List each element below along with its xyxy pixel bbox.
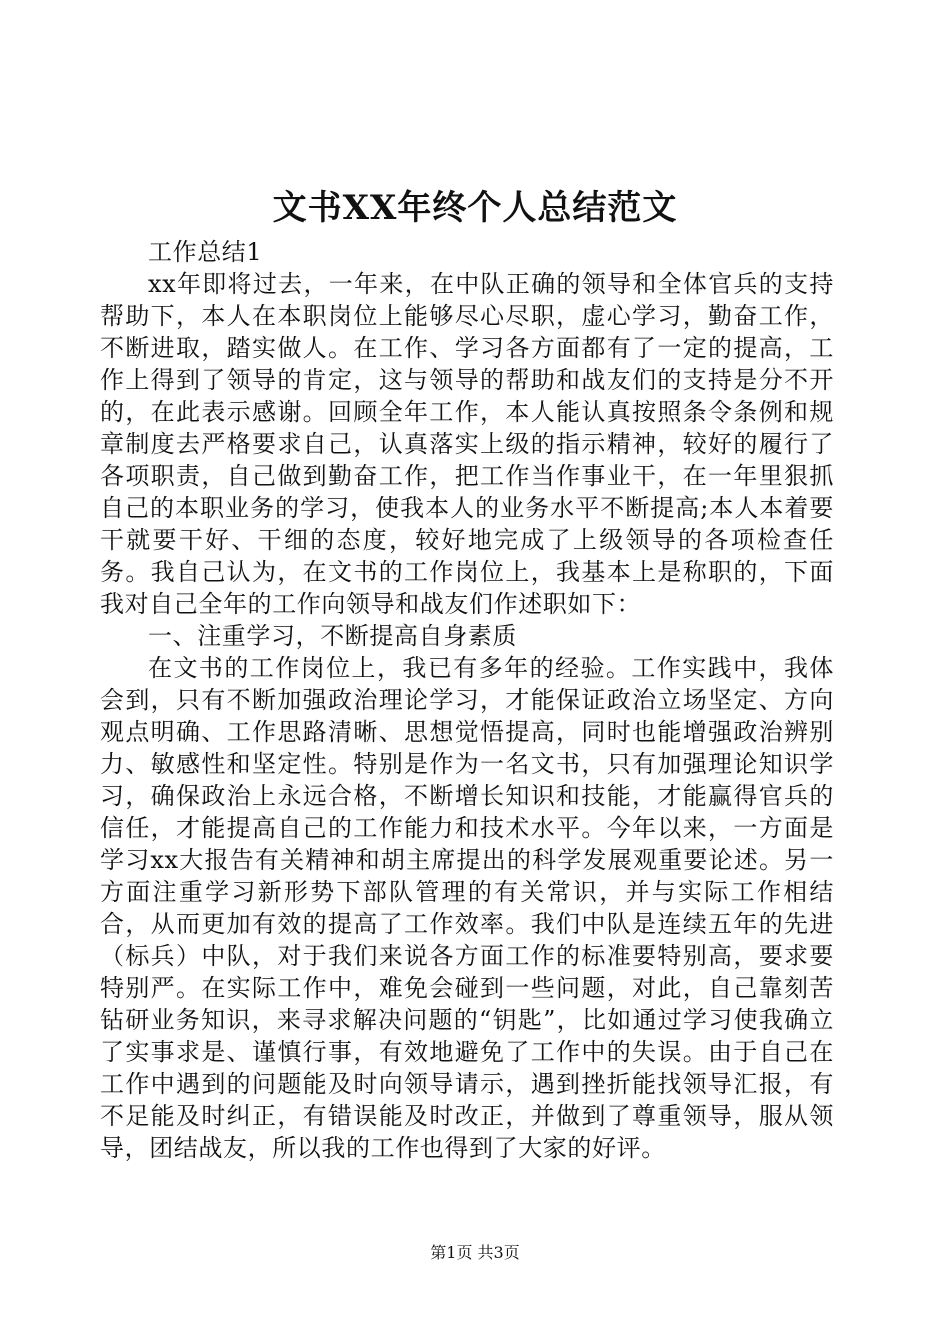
paragraph-study: 在文书的工作岗位上，我已有多年的经验。工作实践中，我体会到，只有不断加强政治理论学习，才能保证政治立场坚定、方向观点明确、工作思路清晰、思想觉悟提高，同时也能增强政治辨别力、敏感性和坚定性。特别是作为一名文书，只有加强理论知识学习，确保政治上永远合格，不断增长知识和技能，才能赢得官兵的信任，才能提高自己的工作能力和技术水平。今年以来，一方面是学习xx大报告有关精神和胡主席提出的科学发展观重要论述。另一方面注重学习新形势下部队管理的有关常识，并与实际工作相结合，从而更加有效的提高了工作效率。我们中队是连续五年的先进（标兵）中队，对于我们来说各方面工作的标准要特别高，要求要特别严。在实际工作中，难免会碰到一些问题，对此，自己靠刻苦钻研业务知识，来寻求解决问题的“钥匙”，比如通过学习使我确立了实事求是、谨慎行事，有效地避免了工作中的失误。由于自己在工作中遇到的问题能及时向领导请示，遇到挫折能找领导汇报，有不足能及时纠正，有错误能及时改正，并做到了尊重领导，服从领导，团结战友，所以我的工作也得到了大家的好评。 bbox=[100, 654, 834, 1162]
paragraph-intro: xx年即将过去，一年来，在中队正确的领导和全体官兵的支持帮助下，本人在本职岗位上能够尽心尽职，虚心学习，勤奋工作，不断进取，踏实做人。在工作、学习各方面都有了一定的提高，工作上得到了领导的肯定，这与领导的帮助和战友们的支持是分不开的，在此表示感谢。回顾全年工作，本人能认真按照条令条例和规章制度去严格要求自己，认真落实上级的指示精神，较好的履行了各项职责，自己做到勤奋工作，把工作当作事业干，在一年里狠抓自己的本职业务的学习，使我本人的业务水平不断提高;本人本着要干就要干好、干细的态度，较好地完成了上级领导的各项检查任务。我自己认为，在文书的工作岗位上，我基本上是称职的，下面我对自己全年的工作向领导和战友们作述职如下： bbox=[100, 270, 834, 618]
document-title: 文书XX年终个人总结范文 bbox=[272, 188, 678, 228]
document-body bbox=[100, 236, 834, 1164]
section-label: 工作总结1 bbox=[148, 238, 263, 266]
section-heading: 一、注重学习，不断提高自身素质 bbox=[148, 622, 517, 650]
page-number: 第1页 共3页 bbox=[430, 1243, 520, 1262]
